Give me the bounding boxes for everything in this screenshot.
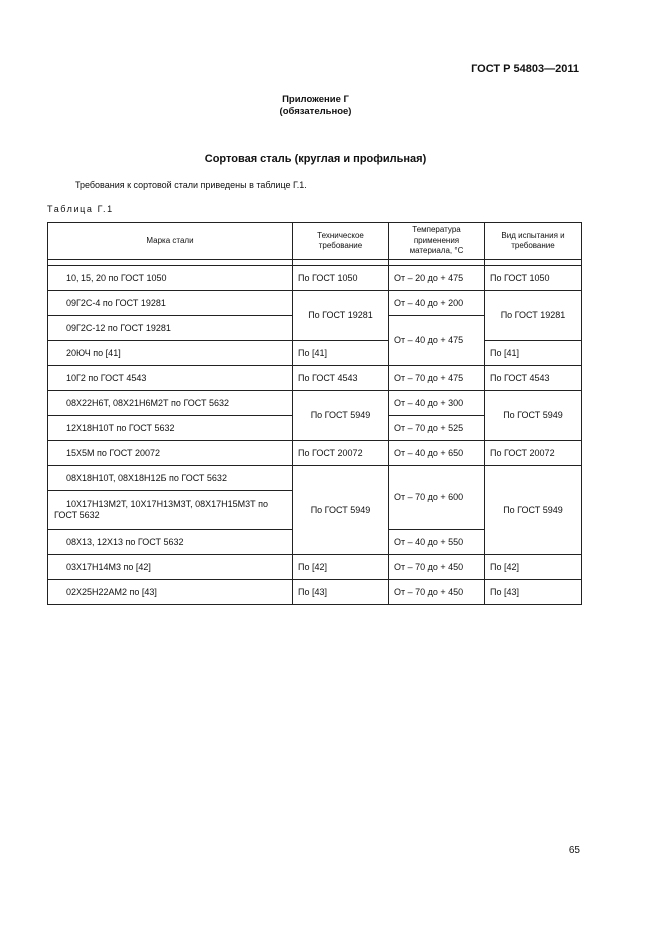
cell-test: По ГОСТ 19281 <box>485 291 582 341</box>
table-row <box>48 366 582 391</box>
cell-grade: 09Г2С-12 по ГОСТ 19281 <box>48 316 293 341</box>
cell-temp: От – 70 до + 475 <box>389 366 485 391</box>
cell-temp: От – 40 до + 550 <box>389 530 485 555</box>
table-row <box>48 555 582 580</box>
steel-requirements-table <box>47 222 582 605</box>
cell-tech: По ГОСТ 20072 <box>293 441 389 466</box>
cell-grade: 10Х17Н13М2Т, 10Х17Н13М3Т, 08Х17Н15М3Т по ГОСТ 5632 <box>48 491 293 530</box>
cell-temp: От – 40 до + 475 <box>389 316 485 366</box>
cell-grade: 20ЮЧ по [41] <box>48 341 293 366</box>
cell-grade: 08Х13, 12Х13 по ГОСТ 5632 <box>48 530 293 555</box>
table-caption: Таблица Г.1 <box>47 204 114 214</box>
cell-test: По [41] <box>485 341 582 366</box>
cell-temp: От – 40 до + 650 <box>389 441 485 466</box>
cell-test: По ГОСТ 1050 <box>485 266 582 291</box>
cell-grade: 10Г2 по ГОСТ 4543 <box>48 366 293 391</box>
page-number: 65 <box>568 845 580 856</box>
cell-grade: 10, 15, 20 по ГОСТ 1050 <box>48 266 293 291</box>
cell-temp: От – 40 до + 300 <box>389 391 485 416</box>
cell-test: По [42] <box>485 555 582 580</box>
table-row <box>48 341 582 366</box>
document-code: ГОСТ Р 54803—2011 <box>471 63 579 75</box>
annex-status: (обязательное) <box>279 106 352 117</box>
cell-grade: 09Г2С-4 по ГОСТ 19281 <box>48 291 293 316</box>
cell-temp: От – 70 до + 450 <box>389 555 485 580</box>
intro-paragraph: Требования к сортовой стали приведены в таблице Г.1. <box>75 180 307 190</box>
cell-tech: По [42] <box>293 555 389 580</box>
cell-temp: От – 70 до + 450 <box>389 580 485 605</box>
cell-tech: По ГОСТ 19281 <box>293 291 389 341</box>
cell-temp: От – 70 до + 525 <box>389 416 485 441</box>
cell-tech: По ГОСТ 5949 <box>293 391 389 441</box>
cell-grade: 12Х18Н10Т по ГОСТ 5632 <box>48 416 293 441</box>
table-row <box>48 266 582 291</box>
cell-tech: По ГОСТ 4543 <box>293 366 389 391</box>
cell-tech: По [43] <box>293 580 389 605</box>
header-tech-requirement: Техническое требование <box>293 223 389 260</box>
cell-grade: 03Х17Н14М3 по [42] <box>48 555 293 580</box>
table-row <box>48 291 582 316</box>
table-row <box>48 391 582 416</box>
header-temperature: Температура применения материала, °С <box>389 223 485 260</box>
section-title: Сортовая сталь (круглая и профильная) <box>204 153 427 165</box>
cell-test: По ГОСТ 4543 <box>485 366 582 391</box>
cell-grade: 02Х25Н22АМ2 по [43] <box>48 580 293 605</box>
header-test-type: Вид испытания и требование <box>485 223 582 260</box>
cell-temp: От – 20 до + 475 <box>389 266 485 291</box>
header-grade: Марка стали <box>48 223 293 260</box>
cell-test: По ГОСТ 5949 <box>485 391 582 441</box>
cell-test: По ГОСТ 5949 <box>485 466 582 555</box>
cell-grade: 08Х22Н6Т, 08Х21Н6М2Т по ГОСТ 5632 <box>48 391 293 416</box>
cell-grade: 08Х18Н10Т, 08Х18Н12Б по ГОСТ 5632 <box>48 466 293 491</box>
table-row <box>48 466 582 491</box>
cell-temp: От – 40 до + 200 <box>389 291 485 316</box>
cell-tech: По ГОСТ 1050 <box>293 266 389 291</box>
table-row <box>48 580 582 605</box>
cell-tech: По [41] <box>293 341 389 366</box>
cell-tech: По ГОСТ 5949 <box>293 466 389 555</box>
cell-test: По ГОСТ 20072 <box>485 441 582 466</box>
table-row <box>48 441 582 466</box>
cell-grade: 15Х5М по ГОСТ 20072 <box>48 441 293 466</box>
table-header-row <box>48 223 582 260</box>
cell-temp: От – 70 до + 600 <box>389 466 485 530</box>
annex-title: Приложение Г <box>282 94 349 105</box>
cell-test: По [43] <box>485 580 582 605</box>
